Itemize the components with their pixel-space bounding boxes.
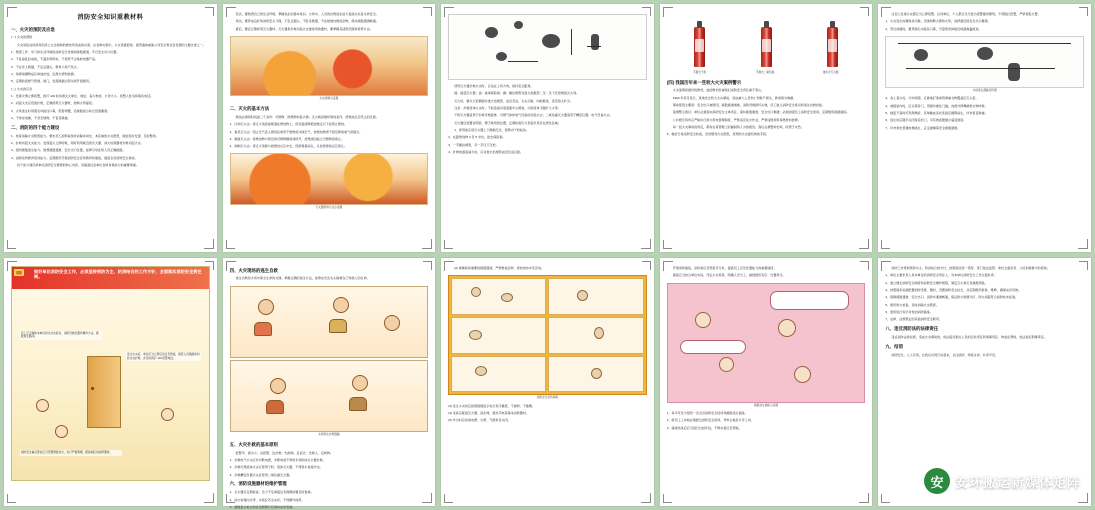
paragraph: 2、扑救初起火灾能力。发现起火立即呼救，同时利用就近的灭火器、消火栓等器材扑救初起火灾。	[11, 140, 144, 145]
paragraph: 4、被困室内时，应关紧房门，用湿布塞住门缝，向窗外挥舞鲜艳衣物呼救。	[885, 103, 988, 108]
fire-scene-illustration	[230, 36, 429, 101]
paragraph: (一) 火灾的预防	[11, 35, 33, 40]
paragraph: 6、逃生时应随手关闭身后的门，可有效延缓烟火蔓延速度。	[885, 118, 967, 123]
cartoon-panel	[230, 360, 429, 432]
escape-cartoon-panels	[230, 286, 429, 437]
poster-note: 消防安全重点部位应当设置明显标志，实行严格管理，配备相应的消防器材。	[20, 450, 122, 456]
paragraph: 灭火时，要从火焰侧面对准火焰根部，由近及远、左右扫射，向前推进，直至将火扑灭。	[454, 98, 574, 103]
paragraph: 公共娱乐场所应严格执行用火用电管理制度，严禁违章动火作业，严禁违规使用易燃材料装修。	[672, 117, 801, 122]
section-heading: 六、消防设施器材的维护管理	[229, 481, 287, 487]
door-illustration	[87, 356, 121, 428]
paragraph: 3、疏散指示标志和应急照明灯应保持完好有效。	[229, 505, 296, 509]
paragraph: 4、不乘坐电梯，不贪恋财物，不盲目跳楼。	[11, 115, 71, 120]
extinguisher-icon	[694, 27, 705, 67]
extinguisher-icon	[827, 27, 838, 67]
section-heading: (四) 我国历年来一些较大火灾案例警示	[666, 79, 742, 85]
extinguisher-icon	[761, 27, 772, 67]
comic-cell	[548, 278, 643, 315]
paragraph: 1、熟悉工作、学习和生活环境的消防安全设施和疏散通道，牢记安全出口位置。	[11, 50, 120, 55]
figure-caption: 手提式二氧化碳	[756, 71, 775, 74]
paragraph: 1、扑救电气火灾应先切断电源，未断电前不得用水和泡沫灭火器扑救。	[229, 458, 326, 462]
paragraph: 火灾是指在时间和空间上失去控制的燃烧所造成的灾害。在各种灾害中，火灾是最经常、最普遍地威胁公众安全和社会发展的主要灾害之一。	[17, 42, 206, 47]
watermark-logo	[924, 468, 1081, 494]
paragraph: 3、身上着火时，切勿奔跑，应就地打滚或用厚重衣物覆盖压灭火苗。	[885, 96, 979, 101]
document-page-9[interactable]	[660, 258, 873, 506]
paragraph: 燃烧必须同时具备三个条件：可燃物、助燃物和着火源。灭火就是破坏燃烧条件，使燃烧反应终止的过程。	[235, 114, 379, 119]
watermark-text: 安环搬运新媒体矩阵	[954, 474, 1081, 490]
comic-cell	[451, 317, 546, 354]
paragraph: 报警早、损失小；边报警、边扑救；先控制、后消灭；先救人、后救物。	[235, 450, 334, 455]
paragraph: 使用灭火器扑救火灾时，应站在上风方向，保持安全距离。	[454, 84, 534, 88]
poster-note: 员工应当熟知本单位的火灾危险性、消防设施位置和操作方法、疏散逃生路线。	[20, 331, 103, 340]
figure-caption: 消防安全宣传海报	[536, 396, 559, 400]
paragraph: 违反消防法律法规，造成火灾事故的，依法追究相关人员的行政责任和刑事责任；构成犯罪的，依法追究刑事责任。	[891, 334, 1047, 339]
figure-caption: 火灾现场示意图	[319, 96, 339, 100]
paragraph: 4、抑制灭火法：使灭火剂参与到燃烧反应中去，使游离基消失，从而使燃烧反应停止。	[229, 144, 348, 149]
paragraph: 5、做好日常消防安全检查，及时整改火灾隐患，是预防火灾最有效的手段。	[666, 132, 770, 137]
paragraph: 2、消火栓箱内水带、水枪应齐全完好，不得挪作他用。	[229, 497, 305, 502]
paragraph: 1、单位主要负责人是本单位的消防安全责任人，对本单位消防安全工作全面负责。	[885, 273, 997, 278]
paragraph: 任何人发现火灾都应当立即报警。任何单位、个人都应当无偿为报警提供便利，不得阻拦报警，严禁谎报火警。	[891, 12, 1041, 16]
evacuation-drill-illustration	[667, 283, 866, 408]
document-page-6[interactable]	[4, 258, 217, 506]
paragraph: 1、灭火器应定期检查，压力不足或超过有效期的要及时更换。	[229, 490, 314, 495]
paragraph: 1、使用前应将灭火器上下颠倒几次，使筒内干粉松动。	[454, 127, 530, 132]
extinguisher-diagram	[448, 14, 647, 80]
paragraph: 每一起火灾事故的背后，都存在着管理上的漏洞和人为的疏忽。我们必须警钟长鸣，防患于未然。	[672, 125, 804, 129]
paragraph: 2、初起火灾应迅速扑救，正确使用灭火器材，控制火势蔓延。	[11, 101, 95, 106]
paragraph: 6、组织进行有针对性的消防演练。	[885, 309, 933, 314]
paragraph: 5、定期检查燃气管道、阀门，发现泄漏立即关阀开窗通风。	[11, 79, 92, 84]
paragraph: 3、按照国家标准配置消防设施、器材，设置消防安全标志，并定期组织检验、维修，确保完好有效。	[885, 287, 1022, 292]
paragraph: 4、保障疏散通道、安全出口、消防车通道畅通，保证防火防烟分区、防火间距符合消防技术标准。	[885, 295, 1019, 300]
paragraph: 4、消防宣传教育培训能力。定期组织开展消防安全宣传教育和演练，提高全员消防安全素质。	[11, 155, 138, 160]
poster-banner-text: 做好单位消防安全工作，必须坚持预防为主、防消结合的工作方针，全面落实消防安全责任制。	[34, 269, 202, 280]
paragraph: (3) 发生火灾时应按照疏散指示标志有序撤离，不拥挤、不推搡。	[448, 403, 536, 408]
paragraph: (4) 家庭应配备灭火器、逃生绳、强光手电等基本消防器材。	[448, 411, 529, 416]
paragraph: 案例警示我们：单位必须落实消防安全主体责任，保持疏散通道、安全出口畅通；必须加强员工消防安全培训，定期组织疏散演练。	[672, 110, 850, 115]
figure-caption: 火场逃生自救漫画	[318, 432, 340, 436]
section-heading: 五、火灾扑救的基本原则	[229, 441, 278, 447]
logo-badge-icon: 安	[924, 468, 950, 494]
paragraph: 消防工作贯彻预防为主、防消结合的方针，按照政府统一领导、部门依法监管、单位全面负责、公民积极参与的原则。	[891, 266, 1050, 270]
paragraph: 5、楼层不高时可利用绳索、床单撕成条状连接后缓降逃生，切勿盲目跳楼。	[885, 111, 988, 116]
extinguisher-trio	[667, 14, 866, 74]
paragraph: 5、组织防火检查，及时消除火灾隐患。	[885, 302, 939, 307]
paragraph: 最后，要会正确使用灭火器材。灭火器是扑救初起火灾最常用的器材，要掌握其适用范围和使用方法。	[235, 26, 373, 31]
page-title: 消防安全知识重教材料	[77, 14, 144, 21]
comic-grid	[448, 275, 647, 395]
paragraph: 逃生自救是火场中保全生命的关键。掌握正确的逃生方法，能够在危急关头挽救自己和他人的生命。	[235, 276, 370, 281]
paragraph: (5) 外出时应检查电源、火源、气源是否关闭。	[448, 418, 511, 423]
cartoon-panel	[230, 286, 429, 358]
paragraph: 其次，要熟悉自己的生活环境，掌握逃生的基本常识。火场中，人员的自救逃生能力直接关系着生命安全。	[235, 12, 379, 16]
paragraph: 四个能力建设是单位消防安全管理的核心内容，是提高社会单位自防自救能力的重要举措。	[17, 162, 139, 167]
comic-panel	[667, 283, 866, 403]
paragraph: 3、隔离灭火法：将燃烧物与附近的可燃物隔离或移开，使燃烧因缺乏可燃物而停止。	[229, 136, 345, 141]
fire-safety-poster-sketch	[885, 36, 1084, 93]
paragraph: 演练应当结合单位实际，设定火灾场景，明确人员分工，做到组织有序、处置得当。	[672, 273, 786, 278]
paragraph: 提：提起灭火器；拔：拔掉保险销；握：握住喷管对准火焰根部；压：压下压把喷射灭火剂。	[454, 91, 580, 96]
person-illustration	[161, 408, 174, 421]
paragraph: 3、扑救精密仪器火灾宜使用二氧化碳灭火器。	[229, 472, 293, 477]
document-page-5[interactable]	[878, 4, 1091, 252]
paragraph: 注意：扑救液体火灾时，不能直接对着液面中心喷射，以防液体飞溅扩大火势。	[454, 105, 561, 110]
person-illustration	[55, 425, 68, 438]
paragraph: 事故原因主要是：安全出口被锁闭，疏散通道堵塞，消防设施损坏失效，员工缺乏消防安全常识和逃生自救技能。	[672, 103, 826, 108]
paragraph: 2、扑救可燃液体火灾应使用干粉、泡沫灭火器，不得用水直接冲击。	[229, 465, 323, 470]
comic-cell	[548, 356, 643, 393]
paragraph: (2) 楼梯间是重要的疏散通道，严禁堆放杂物、停放电动车及充电。	[454, 266, 545, 270]
paragraph: 2、新员工上岗前必须经过消防安全培训，考核合格后方可上岗。	[666, 418, 754, 423]
firefighting-poster	[448, 275, 647, 400]
document-page-1[interactable]	[4, 4, 217, 252]
document-page-3[interactable]	[441, 4, 654, 252]
comic-cell	[451, 356, 546, 393]
comic-cell	[548, 317, 643, 354]
paragraph: 再次，要养成良好的消防安全习惯，不乱丢烟头，不卧床吸烟，不在楼道内堆放杂物，保持疏散通道畅通。	[235, 19, 379, 24]
section-heading: 二、消防的四个能力建设	[11, 124, 60, 130]
paragraph: 4、易燃易爆物品应单独存放，远离火源和热源。	[11, 72, 77, 76]
paragraph: 2、窒息灭火法：阻止空气流入燃烧区或用不燃物质冲淡空气，使燃烧物得不到足够的氧气而熄灭。	[229, 129, 363, 134]
paragraph: 1993 年某月某日，某地发生特大火灾事故，造成重大人员伤亡和财产损失，教训极为惨痛。	[672, 95, 797, 100]
person-illustration	[36, 399, 49, 412]
fire-escape-poster	[11, 266, 210, 481]
paragraph: 2、穿过浓烟时，要用湿毛巾捂住口鼻，尽量使身体贴近地面匍匐前进。	[885, 26, 982, 31]
figure-caption: 火场逃生漫画宣传图	[972, 88, 997, 92]
paragraph: 4、扑救地面流淌火时，应对准火焰根部由近及远扫射。	[448, 149, 524, 154]
paragraph: 火灾案例是最好的教材，血的教训告诫我们消防安全责任重于泰山。	[672, 88, 765, 93]
figure-caption: 推车式灭火器	[822, 71, 839, 74]
section-heading: 九、结语	[885, 343, 903, 349]
paragraph: 1、冷却灭火法：将灭火剂直接喷洒在燃烧物上，使其温度降低到燃点以下而停止燃烧。	[229, 122, 348, 127]
section-heading: 二、灭火的基本方法	[229, 105, 270, 111]
paragraph: 7、法律、法规规定的其他消防安全职责。	[885, 317, 942, 322]
document-page-8[interactable]	[441, 258, 654, 506]
figure-caption: 灭火器使用方法示意图	[315, 206, 343, 210]
paragraph: 消防安全，人人有责。让我们共同行动起来，关注消防、珍爱生命、共享平安。	[891, 352, 999, 357]
figure-caption: 手提式干粉	[693, 71, 707, 74]
poster-banner	[12, 267, 209, 289]
paragraph: 3、不在床上吸烟，不乱丢烟头，教育小孩不玩火。	[11, 64, 80, 69]
paragraph: 2、在距燃烧物 3 至 5 米处，拔去保险销。	[448, 135, 506, 140]
paragraph: 2、建立健全消防安全制度和消防安全操作规程，制定灭火和应急疏散预案。	[885, 280, 988, 285]
figure-caption: 疏散逃生演练示意图	[754, 403, 779, 407]
paragraph: 1、每半年至少组织一次全员消防安全培训和疏散逃生演练。	[666, 411, 748, 416]
document-page-4[interactable]	[660, 4, 873, 252]
paragraph: 1、火灾发生时要保持冷静，迅速判断火源和火势，选择最近的安全出口撤离。	[885, 19, 991, 24]
paragraph: 3、演练结束后应当进行总结评估，不断完善应急预案。	[666, 425, 742, 430]
section-heading: 一、火灾的预防及应急	[11, 26, 55, 32]
poster-badge: 消防	[16, 271, 23, 275]
paragraph: 干粉灭火器适用于扑救可燃液体、可燃气体和电气设备的初起火灾；二氧化碳灭火器适用于精密仪器、电气设备火灾。	[454, 113, 613, 118]
paragraph: (二) 火灾的应急	[11, 86, 33, 91]
paragraph: 1、检查消除火灾隐患能力。要求员工能够查找并消除本岗位、本区域的火灾隐患，做到及时发现、及时整改。	[11, 133, 159, 138]
paragraph: 3、组织疏散逃生能力。熟悉疏散通道、安全出口位置，能够引导在场人员正确疏散。	[11, 148, 126, 153]
poster-note: 发生火灾后，单位应当立即启动应急预案，组织人员疏散和初起火灾扑救，并及时拨打 119 报警电话。	[127, 353, 200, 360]
paragraph: 1、发现火情立即报警，拨打 119 时讲清失火单位、地址、着火物质、火势大小、报警人姓名和联系电话。	[11, 93, 154, 98]
section-heading: 八、违反消防法的法律责任	[885, 326, 939, 331]
paragraph: 2、不乱接乱拉电线，不超负荷用电，不使用不合格的电器产品。	[11, 57, 99, 62]
document-page-7[interactable]	[223, 258, 436, 509]
paragraph: 开展消防演练，是检验应急预案可行性、提高员工应急处置能力的重要途径。	[672, 266, 777, 270]
document-page-2[interactable]	[223, 4, 436, 252]
paragraph: 3、火场逃生时用湿毛巾捂住口鼻，低姿弯腰，沿疏散指示标志迅速撤离。	[11, 108, 111, 113]
comic-cell	[451, 278, 546, 315]
paragraph: 灭火器应放置在明显、便于取用的位置，定期检查压力表指针是否在绿色区域。	[454, 120, 561, 125]
extinguisher-use-illustration	[230, 153, 429, 210]
section-heading: 四、火灾现场的逃生自救	[229, 267, 278, 273]
paragraph: 7、切勿乘坐普通电梯逃生，应走楼梯等安全疏散通道。	[885, 125, 961, 130]
paragraph: 3、一手握住喷管，另一手压下压把。	[448, 142, 499, 147]
